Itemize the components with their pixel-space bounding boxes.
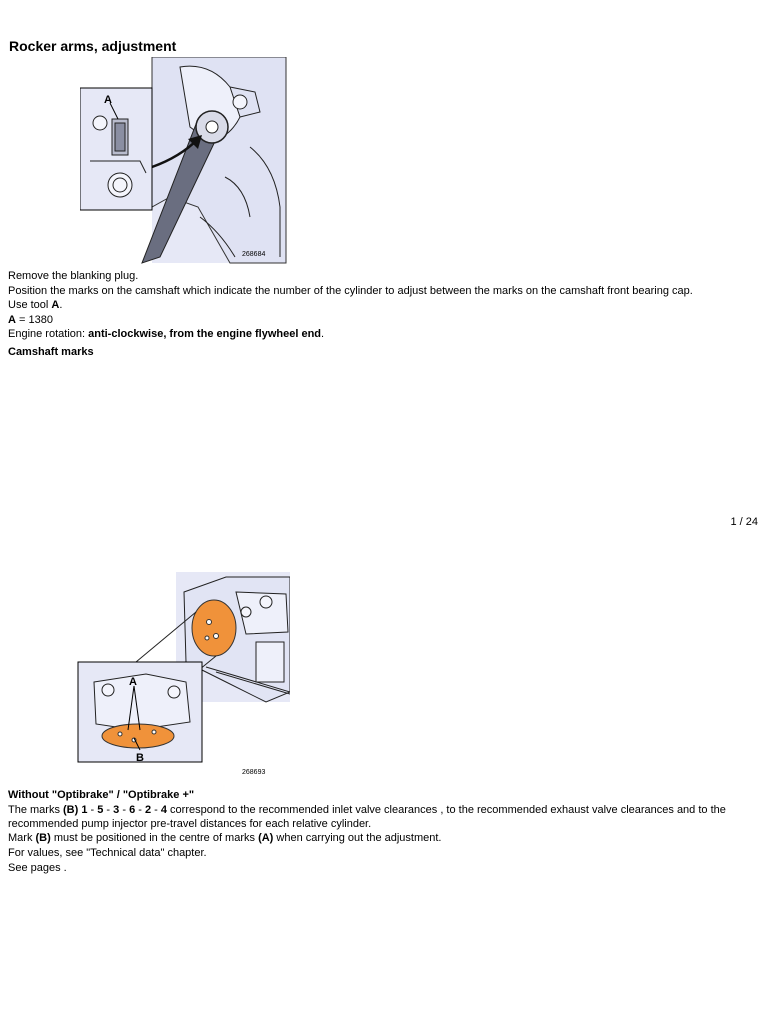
marks-paragraph-line1: The marks (B) 1 - 5 - 3 - 6 - 2 - 4 correspond to the recommended inlet valve clearances , to the recommended exhaust valve clearances and to the bbox=[8, 804, 726, 816]
figure2-id: 268693 bbox=[242, 769, 266, 776]
engine-rotation: Engine rotation: anti-clockwise, from the engine flywheel end. bbox=[8, 328, 325, 340]
rocker-arm-wrench-figure bbox=[80, 57, 290, 268]
instruction-position-marks: Position the marks on the camshaft which indicate the number of the cylinder to adjust between the marks on the camshaft front bearing cap. bbox=[8, 285, 693, 297]
technical-data-note: For values, see "Technical data" chapter. bbox=[8, 847, 207, 859]
figure2-callout-a: A bbox=[129, 676, 137, 688]
page-number: 1 / 24 bbox=[730, 516, 758, 528]
camshaft-marks-figure bbox=[76, 572, 290, 778]
figure1-callout-a: A bbox=[104, 94, 112, 106]
see-pages-link[interactable]: See pages . bbox=[8, 862, 67, 874]
marks-paragraph-line2: recommended pump injector pre-travel distances for each relative cylinder. bbox=[8, 818, 372, 830]
instruction-use-tool: Use tool A. bbox=[8, 299, 63, 311]
figure1-id: 268684 bbox=[242, 251, 266, 258]
mark-position-note: Mark (B) must be positioned in the centre of marks (A) when carrying out the adjustment. bbox=[8, 832, 442, 844]
figure2-callout-b: B bbox=[136, 752, 144, 764]
optibrake-heading: Without "Optibrake" / "Optibrake +" bbox=[8, 789, 195, 801]
tool-reference: A = 1380 bbox=[8, 314, 53, 326]
page-title: Rocker arms, adjustment bbox=[9, 38, 177, 54]
instruction-remove-plug: Remove the blanking plug. bbox=[8, 270, 139, 282]
camshaft-marks-heading: Camshaft marks bbox=[8, 346, 94, 358]
